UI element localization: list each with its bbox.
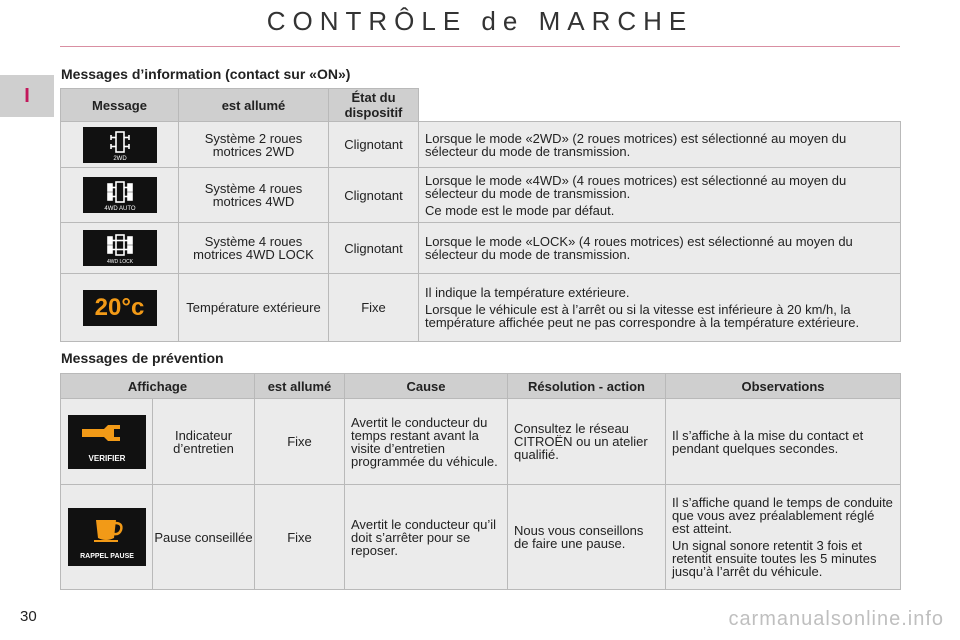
- temperature-display-icon: [83, 290, 157, 326]
- display-name-cell: Pause conseillée: [153, 485, 255, 590]
- column-header: Cause: [345, 374, 508, 399]
- description-text: Lorsque le mode «2WD» (2 roues motrices) est sélectionné au moyen du sélecteur du mode de transmission.: [425, 130, 847, 159]
- observations-cell: [666, 399, 901, 485]
- table-row: [61, 168, 901, 223]
- column-header: Affichage: [61, 374, 255, 399]
- display-name-cell: Indicateur d’entretien: [153, 399, 255, 485]
- column-header: est allumé: [179, 89, 329, 122]
- icon-caption: VERIFIER: [88, 453, 125, 463]
- observation-text: Il s’affiche quand le temps de conduite que vous avez préalablement réglé est atteint.: [672, 495, 893, 536]
- column-header: État du dispositif: [329, 89, 419, 122]
- coffee-cup-icon: [68, 508, 146, 566]
- icon-caption: 4WD AUTO: [103, 206, 136, 212]
- icon-caption: 4WD LOCK: [106, 259, 133, 265]
- observation-text: Un signal sonore retentit 3 fois et retentit ensuite toutes les 5 minutes jusqu’à l’arrêt du véhicule.: [672, 538, 877, 579]
- page-title: CONTRÔLE de MARCHE: [266, 6, 694, 36]
- state-cell: Clignotant: [329, 122, 419, 168]
- action-cell: Nous vous conseillons de faire une pause.: [508, 485, 666, 590]
- icon-caption: 2WD: [112, 155, 127, 162]
- column-header: Message: [61, 89, 179, 122]
- state-cell: Fixe: [255, 399, 345, 485]
- description-text: Ce mode est le mode par défaut.: [425, 202, 615, 218]
- state-cell: Clignotant: [329, 168, 419, 223]
- wrench-icon: [68, 415, 146, 469]
- display-cell: [61, 168, 179, 223]
- table-header-row: [61, 374, 901, 399]
- 2wd-icon: [83, 127, 157, 163]
- 4wd-lock-icon: [83, 230, 157, 266]
- table-row: [61, 485, 901, 590]
- page-number: 30: [20, 608, 37, 625]
- chapter-tab[interactable]: I: [0, 75, 54, 117]
- action-cell: Consultez le réseau CITROËN ou un atelier qualifié.: [508, 399, 666, 485]
- temperature-value: 20°c: [94, 293, 145, 321]
- title-divider: [60, 46, 900, 47]
- table-row: [61, 274, 901, 342]
- prevention-messages-table: [60, 373, 901, 590]
- observation-text: Il s’affiche à la mise du contact et pendant quelques secondes.: [672, 427, 864, 456]
- cause-cell: Avertit le conducteur du temps restant avant la visite d’entretien programmée du véhicule.: [345, 399, 508, 485]
- icon-caption: RAPPEL PAUSE: [79, 553, 134, 560]
- info-messages-table: [60, 88, 901, 342]
- description-cell: [419, 122, 901, 168]
- description-cell: [419, 223, 901, 274]
- state-cell: Fixe: [255, 485, 345, 590]
- message-cell: Température extérieure: [179, 274, 329, 342]
- table-row: [61, 122, 901, 168]
- description-cell: [419, 274, 901, 342]
- description-text: Lorsque le véhicule est à l’arrêt ou si la vitesse est inférieure à 20 km/h, la température affichée peut ne pas correspondre à la température extérieure.: [425, 302, 860, 330]
- column-header: Observations: [666, 374, 901, 399]
- watermark: carmanualsonline.info: [728, 608, 944, 630]
- prevention-section-heading: Messages de prévention: [61, 350, 224, 366]
- 4wd-auto-icon: [83, 177, 157, 213]
- table-row: [61, 399, 901, 485]
- display-cell: [61, 122, 179, 168]
- cause-cell: Avertit le conducteur qu’il doit s’arrêter pour se reposer.: [345, 485, 508, 590]
- column-header: Résolution - action: [508, 374, 666, 399]
- display-cell: [61, 485, 153, 590]
- column-header: est allumé: [255, 374, 345, 399]
- message-cell: Système 4 roues motrices 4WD: [179, 168, 329, 223]
- description-cell: [419, 168, 901, 223]
- description-text: Lorsque le mode «4WD» (4 roues motrices) est sélectionné au moyen du sélecteur du mode de transmission.: [425, 172, 847, 201]
- info-section-heading: Messages d’information (contact sur «ON»): [61, 66, 351, 82]
- display-cell: [61, 274, 179, 342]
- observations-cell: [666, 485, 901, 590]
- display-cell: [61, 399, 153, 485]
- table-row: [61, 223, 901, 274]
- message-cell: Système 2 roues motrices 2WD: [179, 122, 329, 168]
- description-text: Il indique la température extérieure.: [425, 285, 630, 300]
- description-text: Lorsque le mode «LOCK» (4 roues motrices) est sélectionné au moyen du sélecteur du mode de transmission.: [425, 234, 853, 262]
- display-cell: [61, 223, 179, 274]
- message-cell: Système 4 roues motrices 4WD LOCK: [179, 223, 329, 274]
- state-cell: Clignotant: [329, 223, 419, 274]
- state-cell: Fixe: [329, 274, 419, 342]
- table-header-row: [61, 89, 901, 122]
